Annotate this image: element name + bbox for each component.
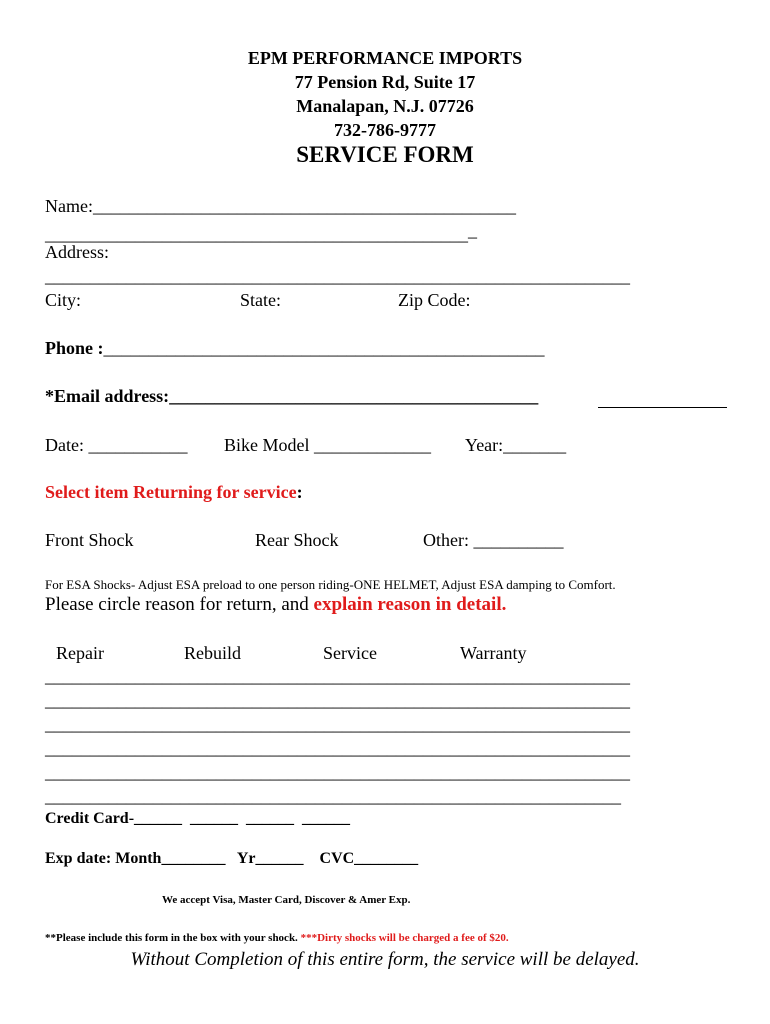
reason-line-1[interactable]: _________________________________________________________________ [45, 666, 630, 686]
reason-rebuild[interactable]: Rebuild [184, 643, 241, 663]
include-form-note: **Please include this form in the box with your shock. ***Dirty shocks will be charged a fee of $20. [45, 932, 509, 944]
reason-line-5[interactable]: _________________________________________________________________ [45, 762, 630, 782]
other-option[interactable]: Other: __________ [423, 530, 564, 550]
company-address-line1: 77 Pension Rd, Suite 17 [294, 72, 476, 92]
year-field[interactable]: Year:_______ [465, 435, 567, 455]
accepted-cards-note: We accept Visa, Master Card, Discover & Amer Exp. [162, 894, 411, 906]
front-shock-option[interactable]: Front Shock [45, 530, 134, 550]
company-address-line2: Manalapan, N.J. 07726 [296, 96, 474, 116]
esa-note: For ESA Shocks- Adjust ESA preload to one person riding-ONE HELMET, Adjust ESA damping to Comfort. [45, 577, 616, 592]
date-field[interactable]: Date: ___________ [45, 435, 188, 455]
phone-field[interactable]: Phone :_________________________________________________ [45, 338, 545, 358]
reason-warranty[interactable]: Warranty [460, 643, 527, 663]
city-label[interactable]: City: [45, 290, 82, 310]
reason-line-2[interactable]: _________________________________________________________________ [45, 690, 630, 710]
reason-service[interactable]: Service [323, 643, 377, 663]
name-continuation-line[interactable]: ________________________________________________ [45, 220, 477, 244]
address-label: Address: [45, 242, 109, 262]
reason-line-4[interactable]: _________________________________________________________________ [45, 738, 630, 758]
bike-model-field[interactable]: Bike Model _____________ [224, 435, 431, 455]
completion-warning: Without Completion of this entire form, the service will be delayed. [130, 949, 640, 970]
company-phone: 732-786-9777 [334, 120, 436, 140]
credit-card-field[interactable]: Credit Card-______ ______ ______ ______ [45, 810, 351, 827]
reason-repair[interactable]: Repair [56, 643, 104, 663]
company-name: EPM PERFORMANCE IMPORTS [247, 48, 523, 68]
name-field[interactable]: Name:_______________________________________________ [45, 196, 516, 216]
exp-date-field[interactable]: Exp date: Month________ Yr______ CVC________ [45, 850, 419, 867]
rear-shock-option[interactable]: Rear Shock [255, 530, 339, 550]
reason-instructions: Please circle reason for return, and explain reason in detail. [45, 594, 507, 615]
email-extension-line [598, 407, 727, 408]
select-item-heading: Select item Returning for service: [45, 482, 303, 502]
email-field[interactable]: *Email address:_________________________________________ [45, 386, 539, 406]
zip-code-label[interactable]: Zip Code: [398, 290, 471, 310]
form-title: SERVICE FORM [296, 142, 474, 167]
reason-line-3[interactable]: _________________________________________________________________ [45, 714, 630, 734]
state-label[interactable]: State: [240, 290, 281, 310]
address-line[interactable]: _________________________________________________________________ [45, 266, 630, 286]
reason-line-6[interactable]: ________________________________________________________________ [45, 786, 621, 806]
